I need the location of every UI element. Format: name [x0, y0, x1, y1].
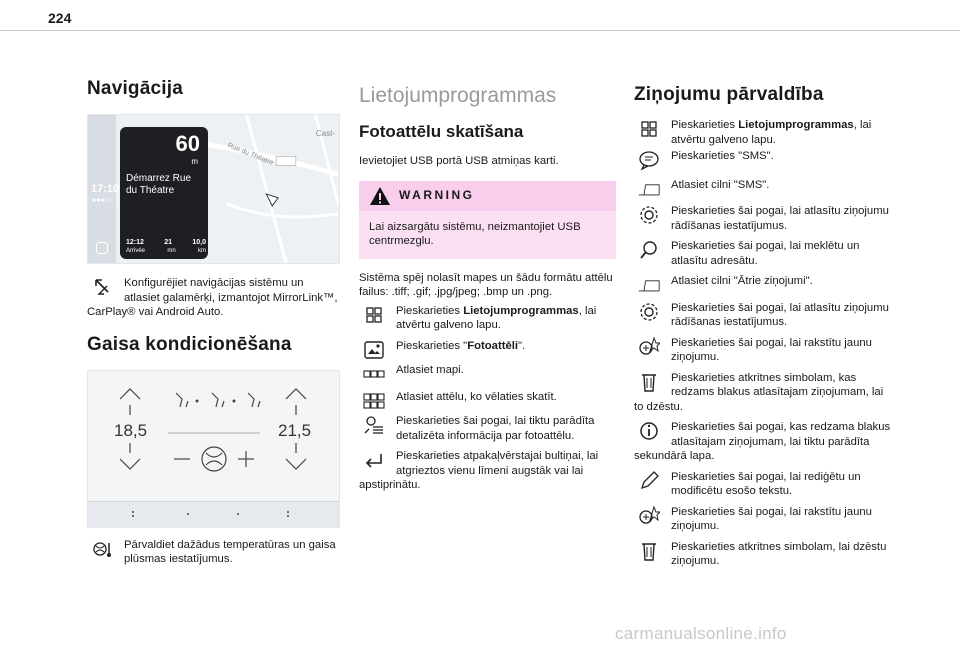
- photo-step-3: [359, 363, 616, 378]
- folder-icon: [359, 363, 389, 385]
- turn-distance-unit: m: [191, 157, 198, 166]
- guidance-panel: [120, 127, 208, 259]
- applications-title: Lietojumprogrammas: [359, 84, 557, 107]
- left-temperature[interactable]: 18,5: [114, 420, 148, 440]
- msg-step-3: [634, 178, 892, 193]
- msg-step-6: [634, 274, 892, 289]
- climate-text: Pārvaldiet dažādus temperatūras un gaisa plūsmas iestatījumus.: [124, 538, 336, 565]
- eta-time: 12:12: [126, 239, 144, 246]
- sms-icon: [634, 149, 664, 171]
- warning-icon: [369, 186, 391, 206]
- eta-minutes: 21: [164, 239, 173, 246]
- photo-step-6: [359, 449, 616, 493]
- warning-text: Lai aizsargātu sistēmu, neizmantojiet USB centrmezglu.: [369, 220, 581, 247]
- tab-icon: [634, 274, 664, 296]
- msg-step-9-text: Pieskarieties atkritnes simbolam, kas redzams blakus atlasītajam ziņojumam, lai to dzēstu.: [634, 371, 884, 413]
- usb-intro: Ievietojiet USB portā USB atmiņas karti.: [359, 155, 559, 167]
- msg-step-2-text: Pieskarieties "SMS".: [671, 150, 774, 162]
- photo-step-4-text: Atlasiet attēlu, ko vēlaties skatīt.: [396, 390, 557, 403]
- eta-time-label: Arrivée: [126, 248, 146, 254]
- eta-values: [126, 239, 206, 246]
- settings-gear-icon: [634, 204, 664, 226]
- page-number: 224: [48, 10, 72, 26]
- msg-step-5-text: Pieskarieties šai pogai, lai meklētu un atlasītu adresātu.: [671, 240, 860, 267]
- trash-icon: [634, 371, 664, 393]
- photo-step-1: [359, 304, 616, 333]
- msg-step-4-text: Pieskarieties šai pogai, lai atlasītu ziņojumu rādīšanas iestatījumus.: [671, 205, 889, 232]
- msg-step-12-text: Pieskarieties šai pogai, lai rakstītu jaunu ziņojumu.: [671, 505, 872, 532]
- street-label: Rue du Théatre: [226, 142, 275, 167]
- msg-step-11: [634, 470, 892, 499]
- climate-title: Gaisa kondicionēšana: [87, 333, 292, 355]
- msg-step-1-pre: Pieskarieties: [671, 119, 739, 131]
- home-icon[interactable]: [96, 242, 108, 254]
- column-navigation: [87, 78, 340, 573]
- clock-time: 17:10: [91, 183, 120, 195]
- navigation-screenshot: [87, 114, 340, 264]
- photo-step-1-bold: Lietojumprogrammas: [463, 304, 579, 317]
- eta-km-label: km: [197, 248, 206, 254]
- image-grid-icon: [359, 390, 389, 412]
- photo-step-2-bold: Fotoattēli: [467, 339, 519, 352]
- right-temperature[interactable]: 21,5: [278, 420, 312, 440]
- warning-label: WARNING: [399, 187, 475, 202]
- new-message-icon: [634, 336, 664, 358]
- photo-step-2-post: ".: [518, 339, 526, 352]
- msg-step-8-text: Pieskarieties šai pogai, lai rakstītu jaunu ziņojumu.: [671, 336, 872, 363]
- msg-step-13: [634, 540, 892, 569]
- photo-step-3-text: Atlasiet mapi.: [396, 364, 464, 376]
- column-applications: [359, 78, 616, 499]
- msg-step-1-bold: Lietojumprogrammas: [738, 119, 854, 131]
- search-icon: [634, 239, 664, 261]
- new-message-icon: [634, 505, 664, 527]
- climate-bottom-dots: [88, 502, 341, 528]
- warning-box: [359, 181, 616, 259]
- msg-step-1-post: , lai atvērtu galveno lapu.: [671, 119, 872, 146]
- edit-pencil-icon: [634, 470, 664, 492]
- msg-step-12: [634, 505, 892, 534]
- nav-instruction: [87, 276, 340, 320]
- signal-dots: ●●●○○: [92, 197, 114, 204]
- photo-step-5: [359, 414, 616, 443]
- msg-step-7: [634, 301, 892, 330]
- photo-step-2: [359, 339, 616, 354]
- msg-step-10: [634, 420, 892, 464]
- info-detail-icon: [359, 414, 389, 436]
- eta-km: 10,0: [192, 239, 206, 246]
- eta-labels: [126, 248, 206, 254]
- msg-step-3-text: Atlasiet cilni "SMS".: [671, 178, 770, 191]
- msg-step-6-text: Atlasiet cilni "Ātrie ziņojumi".: [671, 275, 813, 287]
- photo-step-6-text: Pieskarieties atpakaļvērstajai bultiņai, lai atgrieztos vienu līmeni augstāk vai lai apstiprinātu.: [359, 450, 599, 491]
- msg-step-1: [634, 118, 892, 147]
- eta-minutes-label: mn: [167, 248, 176, 254]
- apps-grid-icon: [634, 118, 664, 140]
- map-label: Cast-: [315, 129, 335, 138]
- photo-step-1-pre: Pieskarieties: [396, 304, 464, 317]
- formats-text: Sistēma spēj nolasīt mapes un šādu formātu attēlu failus: .tiff; .gif; .jpg/jpeg; .bmp un .png.: [359, 271, 613, 298]
- climate-bottom-bar: [88, 501, 339, 527]
- msg-step-2: [634, 149, 892, 164]
- apps-grid-icon: [359, 304, 389, 326]
- column-messages: [634, 78, 892, 575]
- destination-address: Démarrez Rue du Théatre: [126, 173, 192, 196]
- photo-title: Fotoattēlu skatīšana: [359, 122, 524, 141]
- settings-gear-icon: [634, 301, 664, 323]
- photo-step-2-pre: Pieskarieties ": [396, 339, 468, 352]
- photo-step-4: [359, 390, 616, 405]
- msg-step-10-text: Pieskarieties šai pogai, kas redzama blakus atlasītajam ziņojumam, lai tiktu parādīta sekundārā lapa.: [634, 421, 891, 462]
- info-icon: [634, 420, 664, 442]
- photos-icon: [359, 339, 389, 361]
- msg-step-4: [634, 204, 892, 233]
- photo-step-1-post: , lai atvērtu galveno lapu.: [396, 304, 597, 331]
- messages-title: Ziņojumu pārvaldība: [634, 84, 824, 105]
- navigation-icon: [87, 276, 117, 298]
- msg-step-7-text: Pieskarieties šai pogai, lai atlasītu ziņojumu rādīšanas iestatījumus.: [671, 301, 889, 328]
- climate-instruction: [87, 538, 340, 567]
- msg-step-13-text: Pieskarieties atkritnes simbolam, lai dzēstu ziņojumu.: [671, 540, 887, 567]
- nav-text: Konfigurējiet navigācijas sistēmu un atlasiet galamērķi, izmantojot MirrorLink™, CarPlay® vai Android Auto.: [87, 277, 338, 318]
- navigation-title: Navigācija: [87, 78, 183, 99]
- photo-step-5-text: Pieskarieties šai pogai, lai tiktu parādīta detalizēta informācija par fotoattēlu.: [396, 415, 595, 442]
- msg-step-8: [634, 336, 892, 365]
- msg-step-5: [634, 239, 892, 268]
- tab-icon: [634, 178, 664, 200]
- header-rule: [0, 30, 960, 31]
- warning-header: [359, 181, 616, 211]
- msg-step-9: [634, 371, 892, 415]
- fan-temperature-icon: [87, 538, 117, 560]
- msg-step-11-text: Pieskarieties šai pogai, lai rediģētu un modificētu esošo tekstu.: [671, 470, 861, 497]
- turn-distance: 60: [175, 131, 200, 156]
- trash-icon: [634, 540, 664, 562]
- watermark: carmanualsonline.info: [615, 624, 787, 643]
- climate-screenshot: [87, 370, 340, 528]
- back-arrow-icon: [359, 449, 389, 471]
